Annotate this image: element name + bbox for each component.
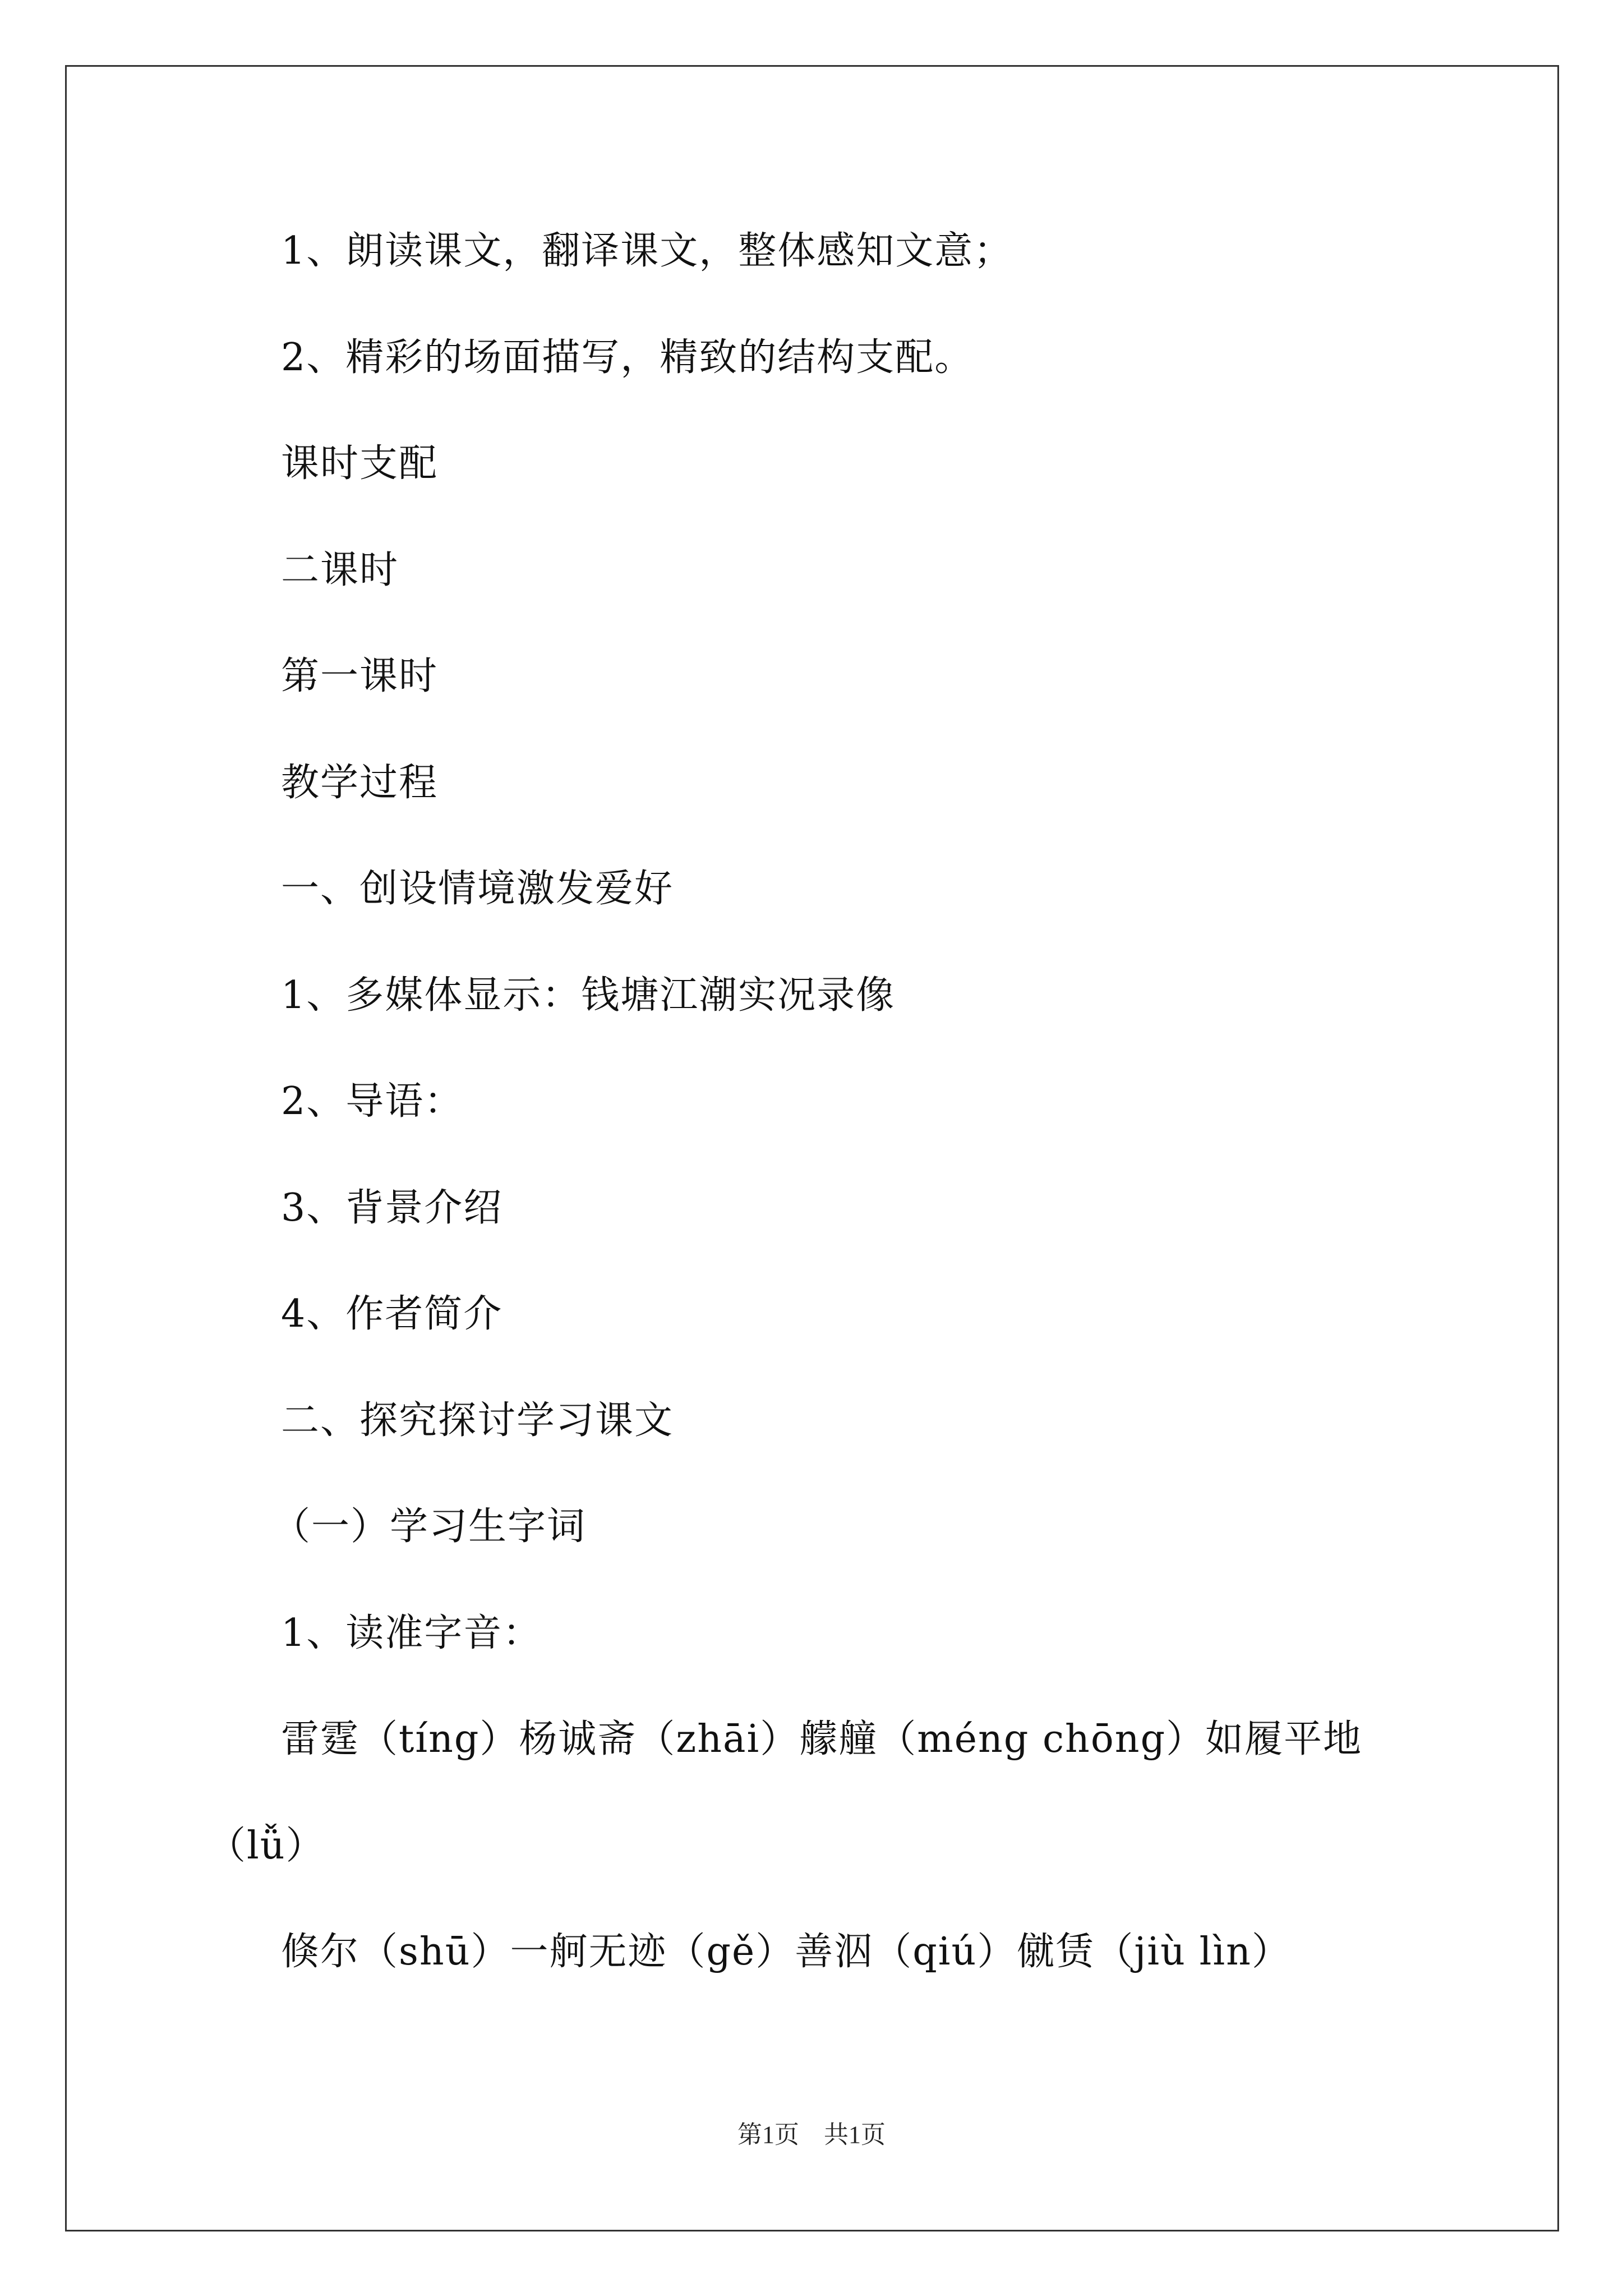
text-line-vocab-1-cont: （lǚ） xyxy=(208,1824,325,1868)
text-line-objective-1: 1、朗读课文，翻译课文，整体感知文意； xyxy=(281,229,1013,273)
text-line-first-lesson: 第一课时 xyxy=(281,654,439,698)
text-line-step-1: 1、多媒体显示：钱塘江潮实况录像 xyxy=(281,973,896,1018)
text-line-vocab-1: 雷霆（tíng）杨诚斋（zhāi）艨艟（méng chōng）如履平地 xyxy=(281,1717,1363,1761)
text-line-lesson-arrangement: 课时支配 xyxy=(281,441,439,486)
text-line-step-2: 2、导语： xyxy=(281,1079,464,1124)
text-line-step-4: 4、作者简介 xyxy=(281,1292,503,1336)
text-line-two-lessons: 二课时 xyxy=(281,548,399,592)
text-line-objective-2: 2、精彩的场面描写，精致的结构支配。 xyxy=(281,335,974,380)
page-footer: 第1页 共1页 xyxy=(737,2121,886,2148)
text-line-vocab-2: 倏尔（shū）一舸无迹（gě）善泅（qiú）僦赁（jiù lìn） xyxy=(281,1930,1291,1974)
text-line-teaching-process: 教学过程 xyxy=(281,761,439,805)
text-line-step-3: 3、背景介绍 xyxy=(281,1186,503,1230)
text-line-subsection-one: （一）学习生字词 xyxy=(272,1504,587,1549)
text-line-pronunciation: 1、读准字音： xyxy=(281,1611,542,1655)
text-line-section-two: 二、探究探讨学习课文 xyxy=(281,1398,674,1443)
text-line-section-one: 一、创设情境激发爱好 xyxy=(281,867,674,911)
page-border xyxy=(65,65,1559,2231)
